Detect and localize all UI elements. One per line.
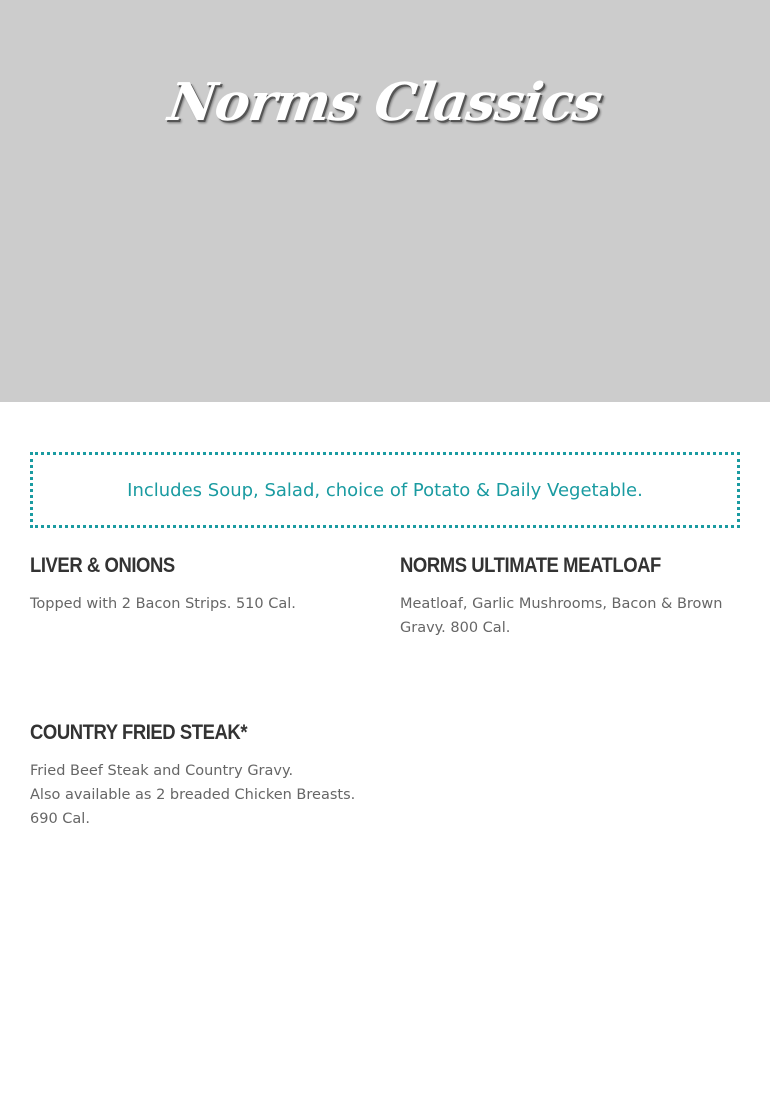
menu-item-country-fried-steak [30, 721, 370, 831]
menu-item-description-line: Also available as 2 breaded Chicken Breasts. [30, 787, 356, 803]
page-title: Norms Classics [164, 72, 606, 133]
menu-item-description-line: 690 Cal. [30, 811, 90, 827]
menu-item-name: COUNTRY FRIED STEAK* [30, 721, 248, 744]
menu-item-description-line: Topped with 2 Bacon Strips. 510 Cal. [30, 596, 296, 612]
menu-item-liver-onions [30, 554, 370, 616]
menu-item-name: LIVER & ONIONS [30, 554, 175, 577]
menu-item-description [400, 592, 740, 640]
menu-item-description-line: Fried Beef Steak and Country Gravy. [30, 763, 294, 779]
includes-notice-text: Includes Soup, Salad, choice of Potato & Daily Vegetable. [127, 479, 643, 501]
menu-item-name: NORMS ULTIMATE MEATLOAF [400, 554, 661, 577]
menu-item-description [30, 592, 370, 616]
menu-item-description-line: Gravy. 800 Cal. [400, 620, 511, 636]
hero-banner [0, 0, 770, 402]
menu-item-ultimate-meatloaf [400, 554, 740, 640]
menu-item-description-line: Meatloaf, Garlic Mushrooms, Bacon & Brown [400, 596, 723, 612]
includes-notice [30, 452, 740, 528]
menu-item-description [30, 759, 370, 831]
